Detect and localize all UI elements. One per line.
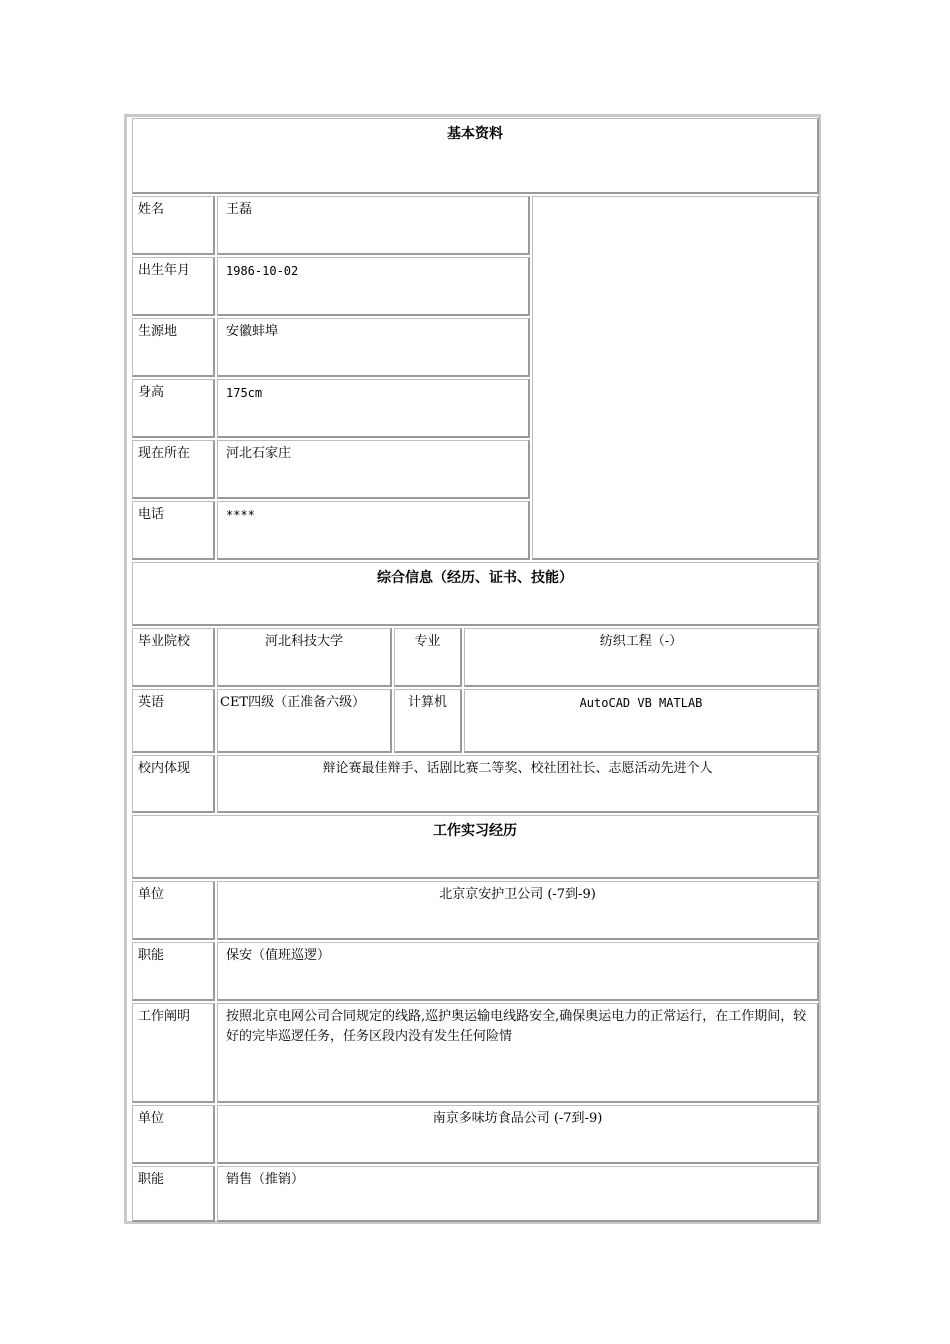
job1-unit-value: 北京京安护卫公司 (-7到-9) [217,881,819,940]
campus-label: 校内体现 [132,755,215,813]
english-value: CET四级（正准备六级） [217,689,392,753]
origin-label: 生源地 [132,318,215,377]
campus-value: 辩论赛最佳辩手、话剧比赛二等奖、校社团社长、志愿活动先进个人 [217,755,819,813]
resume-table [124,114,821,1224]
phone-label: 电话 [132,501,215,560]
school-label: 毕业院校 [132,628,215,687]
job1-desc-label: 工作阐明 [132,1003,215,1103]
phone-value: **** [217,501,530,560]
birth-value: 1986-10-02 [217,257,530,316]
computer-label: 计算机 [394,689,462,753]
job2-unit-label: 单位 [132,1105,215,1164]
job2-unit-value: 南京多味坊食品公司 (-7到-9) [217,1105,819,1164]
major-value: 纺织工程（-） [464,628,819,687]
job1-desc-value: 按照北京电网公司合同规定的线路,巡护奥运输电线路安全,确保奥运电力的正常运行，在工作期间，较好的完毕巡逻任务，任务区段内没有发生任何险情 [217,1003,819,1103]
height-label: 身高 [132,379,215,438]
job1-role-value: 保安（值班巡逻） [217,942,819,1001]
basic-info-heading: 基本资料 [132,118,819,194]
job1-unit-label: 单位 [132,881,215,940]
photo-cell [532,196,819,560]
job1-role-label: 职能 [132,942,215,1001]
origin-value: 安徽蚌埠 [217,318,530,377]
school-value: 河北科技大学 [217,628,392,687]
work-heading: 工作实习经历 [132,815,819,879]
job2-role-value: 销售（推销） [217,1166,819,1222]
height-value: 175cm [217,379,530,438]
location-value: 河北石家庄 [217,440,530,499]
major-label: 专业 [394,628,462,687]
job2-role-label: 职能 [132,1166,215,1222]
general-info-heading: 综合信息（经历、证书、技能） [132,562,819,626]
birth-label: 出生年月 [132,257,215,316]
location-label: 现在所在 [132,440,215,499]
name-value: 王磊 [217,196,530,255]
english-label: 英语 [132,689,215,753]
name-label: 姓名 [132,196,215,255]
computer-value: AutoCAD VB MATLAB [464,689,819,753]
